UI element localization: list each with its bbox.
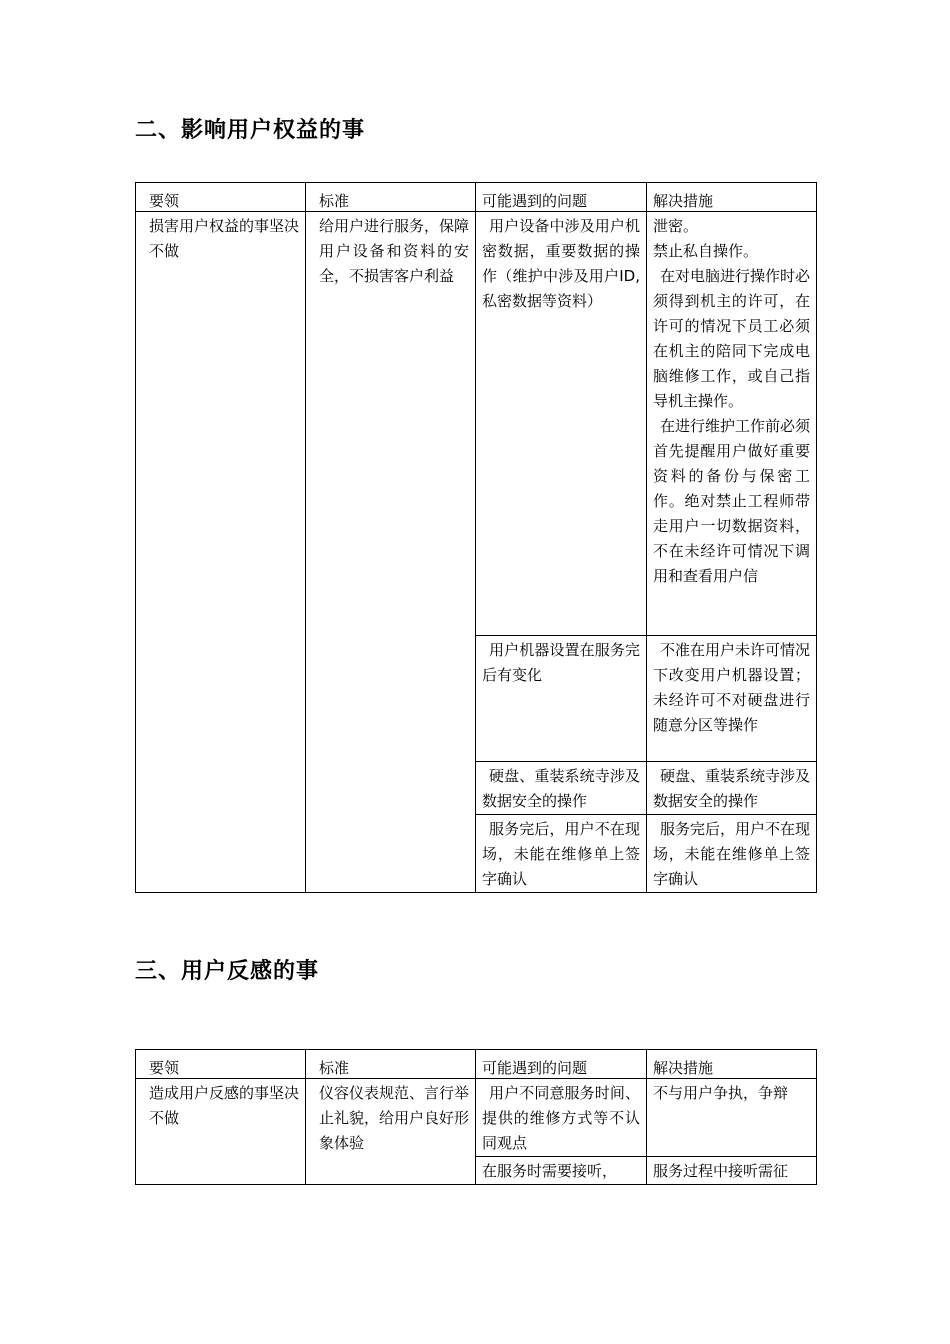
header-standard: 标准 (306, 1050, 476, 1079)
problem-cell: 在服务时需要接听， (476, 1157, 647, 1185)
key-point-cell: 损害用户权益的事坚决不做 (136, 212, 306, 893)
solution-cell: 硬盘、重装系统寺涉及数据安全的操作 (647, 762, 817, 815)
problem-cell: 硬盘、重装系统寺涉及数据安全的操作 (476, 762, 647, 815)
solution-paragraph: 禁止私自操作。 (653, 242, 759, 260)
table-row (136, 212, 817, 636)
solution-cell: 服务完后，用户不在现场，未能在维修单上签字确认 (647, 815, 817, 893)
header-solution: 解决措施 (647, 183, 817, 212)
problem-cell: 用户不同意服务时间、提供的维修方式等不认同观点 (476, 1079, 647, 1157)
section-2-title: 二、影响用户权益的事 (135, 118, 366, 143)
solution-cell (647, 212, 817, 636)
solution-paragraph: 在对电脑进行操作时必须得到机主的许可，在许可的情况下员工必须在机主的陪同下完成电脑维修工作，或自己指导机主操作。 (653, 267, 811, 410)
table-header-row (136, 1050, 817, 1079)
problem-cell: 用户设备中涉及用户机密数据，重要数据的操作（维护中涉及用户ID,私密数据等资料） (476, 212, 647, 636)
header-standard: 标准 (306, 183, 476, 212)
solution-cell: 不准在用户未许可情况下改变用户机器设置；未经许可不对硬盘进行随意分区等操作 (647, 636, 817, 762)
solution-paragraph: 在进行维护工作前必须首先提醒用户做好重要资料的备份与保密工作。绝对禁止工程师带走用户一切数据资料，不在未经许可情况下调用和查看用户信 (653, 417, 811, 585)
user-rights-table (135, 182, 817, 893)
problem-cell: 用户机器设置在服务完后有变化 (476, 636, 647, 762)
standard-cell: 给用户进行服务，保障用户设备和资料的安全，不损害客户利益 (306, 212, 476, 893)
section-3-title: 三、用户反感的事 (135, 959, 320, 984)
header-problem: 可能遇到的问题 (476, 1050, 647, 1079)
header-solution: 解决措施 (647, 1050, 817, 1079)
header-key-point: 要领 (136, 183, 306, 212)
solution-cell: 服务过程中接听需征 (647, 1157, 817, 1185)
table-header-row (136, 183, 817, 212)
key-point-cell: 造成用户反感的事坚决不做 (136, 1079, 306, 1185)
header-problem: 可能遇到的问题 (476, 183, 647, 212)
header-key-point: 要领 (136, 1050, 306, 1079)
problem-cell: 服务完后，用户不在现场，未能在维修单上签字确认 (476, 815, 647, 893)
table-row (136, 1079, 817, 1157)
user-aversion-table (135, 1049, 817, 1185)
standard-cell: 仪容仪表规范、言行举止礼貌，给用户良好形象体验 (306, 1079, 476, 1185)
solution-cell: 不与用户争执，争辩 (647, 1079, 817, 1157)
solution-paragraph: 泄密。 (653, 217, 699, 235)
